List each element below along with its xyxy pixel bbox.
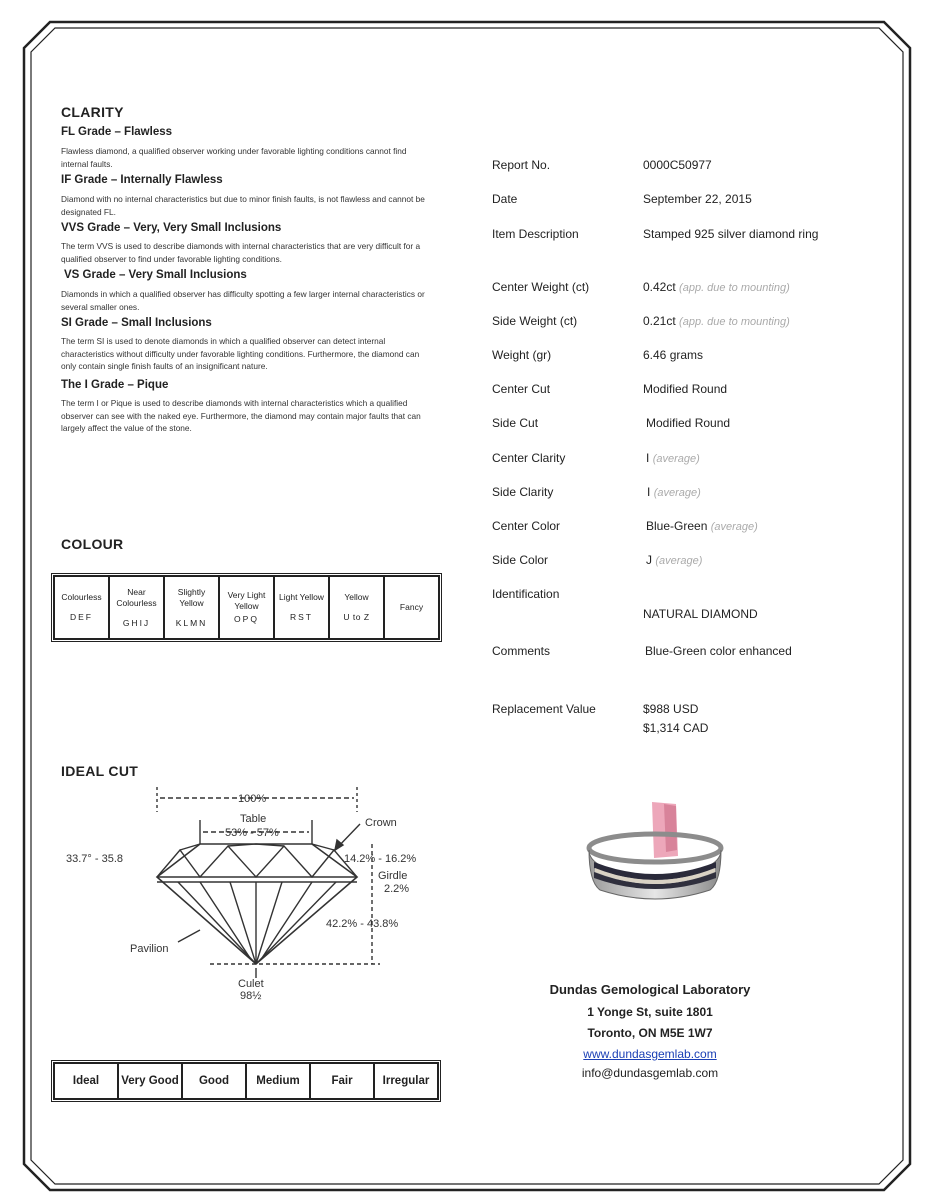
lab-name: Dundas Gemological Laboratory [549, 982, 751, 997]
colour-grades: GHIJ [122, 617, 151, 628]
diagram-crown-label: Crown [365, 817, 397, 829]
diagram-table-label: Table [240, 813, 267, 825]
side-weight-note: (app. due to mounting) [679, 316, 790, 328]
colour-grades: U to Z [343, 612, 370, 622]
colour-name: Yellow [344, 592, 369, 602]
side-clarity-label: Side Clarity [492, 485, 554, 499]
diagram-table-range: 53% - 57% [225, 827, 279, 839]
center-clarity-label: Center Clarity [492, 451, 566, 465]
diagram-culet-label: Culet [238, 978, 264, 990]
colour-cell-light-yellow [274, 576, 329, 639]
colour-cell-near-colourless [109, 576, 164, 639]
side-weight-label: Side Weight (ct) [492, 314, 578, 328]
diagram-girdle-value: 2.2% [384, 883, 410, 895]
center-weight-value [643, 280, 790, 294]
center-color-grade: Blue-Green [646, 519, 708, 533]
weight-value: 6.46 grams [643, 348, 704, 362]
side-color-value [646, 553, 702, 567]
grade-vvs-title: VVS Grade – Very, Very Small Inclusions [61, 222, 282, 234]
grade-vs-desc: Diamonds in which a qualified observer has difficulty spotting a few larger internal characteristics or several smaller ones. [61, 289, 425, 312]
center-clarity-grade: I [646, 451, 650, 465]
cut-grade-ideal: Ideal [54, 1063, 118, 1099]
center-clarity-value [646, 451, 700, 465]
center-clarity-note: (average) [652, 453, 700, 465]
side-color-label: Side Color [492, 553, 549, 567]
colour-scale-table [51, 573, 442, 642]
lab-website-container [500, 1047, 800, 1061]
colour-grades: KLMN [175, 617, 208, 628]
grade-vs-title: VS Grade – Very Small Inclusions [64, 269, 247, 281]
diagram-crown-height: 14.2% - 16.2% [344, 853, 417, 865]
item-description-value: Stamped 925 silver diamond ring [643, 227, 819, 241]
ideal-cut-title: IDEAL CUT [61, 763, 139, 779]
center-weight-amount: 0.42ct [643, 280, 676, 294]
side-color-note: (average) [655, 555, 703, 567]
identification-value: NATURAL DIAMOND [643, 607, 758, 621]
date-label: Date [492, 192, 518, 206]
grade-vvs-desc: The term VVS is used to describe diamonds with internal characteristics that are very difficult for a qualified observer to find under favorable lighting conditions. [61, 241, 421, 264]
item-description-label: Item Description [492, 227, 579, 241]
diamond-proportions-diagram [60, 782, 480, 1012]
side-clarity-grade: I [647, 485, 651, 499]
date-value: September 22, 2015 [643, 192, 752, 206]
colour-name: Very Light Yellow [227, 590, 266, 611]
colour-cell-colourless [54, 576, 109, 639]
replacement-value-label: Replacement Value [492, 702, 596, 716]
grade-i-desc: The term I or Pique is used to describe diamonds with internal characteristics which a qualified observer can see with the naked eye. Furthermore, the diamond may contain major faults that can largely affect the value of the stone. [61, 398, 421, 433]
comments-value: Blue-Green color enhanced [645, 644, 792, 658]
grade-fl-title: FL Grade – Flawless [61, 126, 173, 138]
grade-i-title: The I Grade – Pique [61, 379, 169, 391]
weight-label: Weight (gr) [492, 348, 552, 362]
colour-grades: OPQ [234, 614, 259, 624]
side-color-grade: J [646, 553, 652, 567]
center-color-note: (average) [710, 521, 758, 533]
colour-cell-slightly-yellow [164, 576, 219, 639]
replacement-value-cad: $1,314 CAD [643, 721, 709, 735]
grade-fl-desc: Flawless diamond, a qualified observer working under favorable lighting conditions cannot find internal faults. [61, 146, 407, 169]
side-weight-value [643, 314, 790, 328]
cut-grade-table [51, 1060, 441, 1102]
center-color-label: Center Color [492, 519, 561, 533]
clarity-title: CLARITY [61, 104, 124, 120]
colour-name: Near Colourless [116, 586, 157, 608]
lab-email: info@dundasgemlab.com [581, 1066, 719, 1080]
report-number-label: Report No. [492, 158, 551, 172]
side-weight-amount: 0.21ct [643, 314, 676, 328]
colour-grades: DEF [70, 612, 93, 622]
replacement-value-usd: $988 USD [643, 702, 699, 716]
grade-si-desc: The term SI is used to denote diamonds in which a qualified observer can detect internal characteristics without difficulty under favorable lighting conditions. Furthermore, the diamond can only contain single finish faults of an insignificant nature. [61, 336, 420, 371]
colour-name: Light Yellow [279, 592, 324, 602]
colour-name: Fancy [399, 602, 424, 612]
lab-address-city: Toronto, ON M5E 1W7 [587, 1026, 713, 1040]
cut-grade-irregular: Irregular [374, 1063, 438, 1099]
grade-if-title: IF Grade – Internally Flawless [61, 174, 223, 186]
report-number-value: 0000C50977 [643, 158, 712, 172]
colour-cell-very-light-yellow [219, 576, 274, 639]
colour-cell-fancy [384, 576, 439, 639]
cut-grade-fair: Fair [310, 1063, 374, 1099]
side-cut-value: Modified Round [646, 416, 731, 430]
grade-if-desc: Diamond with no internal characteristics but due to minor finish faults, is not flawless and cannot be designated FL. [61, 194, 425, 217]
diagram-pavilion-depth: 42.2% - 43.8% [326, 918, 399, 930]
center-cut-label: Center Cut [492, 382, 551, 396]
center-cut-value: Modified Round [643, 382, 728, 396]
colour-title: COLOUR [61, 536, 124, 552]
colour-grades: RST [290, 612, 313, 622]
colour-name: Slightly Yellow [177, 586, 206, 608]
cut-grade-medium: Medium [246, 1063, 310, 1099]
identification-label: Identification [492, 587, 560, 601]
colour-cell-yellow [329, 576, 384, 639]
side-clarity-note: (average) [653, 487, 701, 499]
side-clarity-value [647, 485, 701, 499]
diagram-girdle-label: Girdle [378, 870, 408, 882]
diagram-crown-angle: 33.7° - 35.8 [66, 853, 123, 865]
lab-address-street: 1 Yonge St, suite 1801 [587, 1005, 713, 1019]
diagram-culet-value: 98½ [240, 990, 262, 1002]
diagram-total-width: 100% [238, 793, 267, 805]
colour-name: Colourless [61, 592, 102, 602]
grade-si-title: SI Grade – Small Inclusions [61, 317, 212, 329]
center-weight-label: Center Weight (ct) [492, 280, 590, 294]
cut-grade-good: Good [182, 1063, 246, 1099]
center-weight-note: (app. due to mounting) [679, 282, 790, 294]
cut-grade-very-good: Very Good [118, 1063, 182, 1099]
diagram-pavilion-label: Pavilion [130, 943, 169, 955]
comments-label: Comments [492, 644, 551, 658]
ring-photo [580, 800, 730, 910]
lab-website-link[interactable]: www.dundasgemlab.com [583, 1047, 717, 1061]
center-color-value [646, 519, 758, 533]
side-cut-label: Side Cut [492, 416, 539, 430]
